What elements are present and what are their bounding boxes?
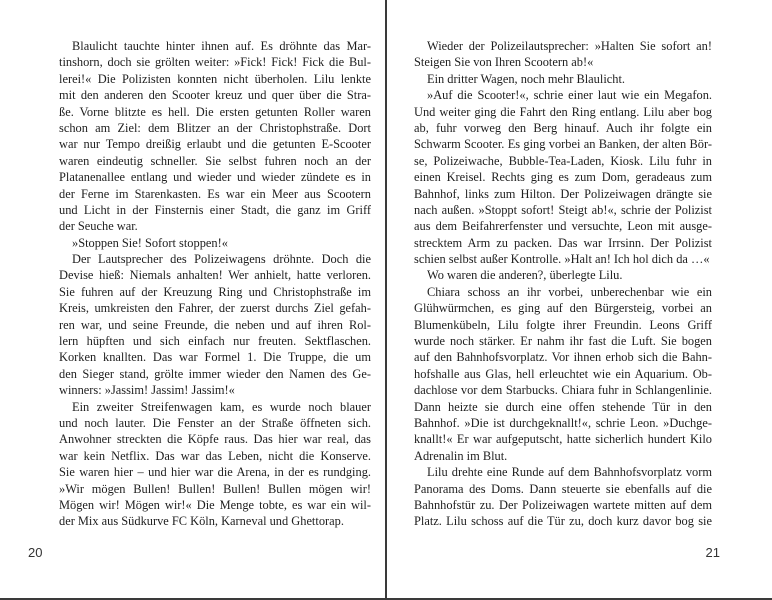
text-line: se, Polizeiwache, Bubble-Tea-Laden, Kiosk. Lilu fuhr in [414, 153, 712, 168]
text-line: Chiara schoss an ihr vorbei, unberechenbar wie ein [427, 284, 712, 299]
text-line: Sie waren hier – und hier war die Arena, in der es rundging. [59, 465, 371, 480]
text-line: tinshorn, doch sie grölten weiter: »Fick! Fick! Fick die Bul- [59, 55, 371, 70]
text-line: der Seuche war. [59, 219, 138, 234]
text-line: auf den Bahnhofsvorplatz. Vor ihnen erhob sich die Bahn- [414, 350, 712, 365]
text-line: Mögen wir! Mögen wir!« Die Menge tobte, es war ein wil- [59, 497, 371, 512]
text-line: Glühwürmchen, es ging auf den Bürgersteig, vorbei an [414, 301, 712, 316]
text-line: lern hüpften und sich einfach nur freuten. Sektflaschen. [59, 334, 371, 349]
text-line: Blaulicht tauchte hinter ihnen auf. Es dröhnte das Mar- [72, 39, 371, 53]
text-line: lerei!« Die Polizisten konnten nicht überholen. Lilu lenkte [59, 71, 371, 86]
right-page [387, 0, 772, 599]
text-line: winners: »Jassim! Jassim! Jassim!« [59, 383, 235, 398]
text-line: Und weiter ging die Fahrt den Ring entlang. Lilu aber bog [414, 104, 712, 119]
text-line: Der Lautsprecher des Polizeiwagens dröhnte. Doch die [72, 252, 371, 267]
text-line: schien selbst außer Kontrolle. »Halt an! Ich hol dich da …« [414, 252, 710, 267]
text-line: und Licht in der Finsternis einer Stadt, die ganz im Griff [59, 202, 371, 217]
text-line: Kreis, umkreisten den Fahrer, der zuerst durchs Ziel gefah- [59, 301, 371, 316]
text-line: »Stoppen Sie! Sofort stoppen!« [72, 235, 228, 250]
text-line: und noch lauter. Die Fenster an der Straße öffneten sich. [59, 415, 371, 430]
text-line: Bahnhof. »Die ist durchgeknallt!«, schrie Leon. »Duchge- [414, 415, 712, 430]
text-line: Schwarm Scooter. Es ging vorbei an Banken, der alten Bör- [414, 137, 712, 152]
right-page-text [414, 38, 712, 530]
text-line: ren war, und seine Freunde, die neben und auf ihren Rol- [59, 317, 371, 332]
text-line: Panorama des Doms. Dann steuerte sie ebenfalls auf die [414, 481, 712, 496]
page-number: 21 [705, 545, 720, 560]
page-number: 20 [28, 545, 43, 560]
text-line: Bahnhof, links zum Hilton. Der Polizeiwagen drängte sie [414, 186, 712, 201]
text-line: Platz. Lilu schoss auf die Tür zu, doch kurz davor bog sie [414, 514, 712, 529]
text-line: den Sieger stand, grölte immer wieder den Namen des Ge- [59, 366, 371, 381]
text-line: Korken knallten. Das war Formel 1. Die Truppe, die um [59, 350, 371, 365]
text-line: ße. Vorne blitzte es hell. Die ersten getunten Roller waren [59, 104, 371, 119]
text-line: Blumenkübeln, Lilu folgte ihrer Freundin. Leons Griff [414, 317, 712, 332]
text-line: waren eindeutig schneller. Sie selbst fuhren noch an der [59, 153, 371, 168]
text-line: einen Kreisel. Rechts ging es zum Dom, geradeaus zum [414, 170, 712, 185]
text-line: wurde noch stärker. Er nahm ihr fast die Luft. Sie bogen [414, 334, 712, 349]
text-line: mit den anderen den Scooter kreuz und quer über die Stra- [59, 88, 371, 103]
text-line: »Wir mögen Bullen! Bullen! Bullen! Bullen mögen wir! [59, 481, 371, 496]
text-line: war nur Tempo dreißig erlaubt und die getunten E-Scooter [59, 137, 371, 152]
text-line: Lilu drehte eine Runde auf dem Bahnhofsvorplatz vorm [427, 465, 712, 480]
text-line: der Ferne im Starenkasten. Es war ein Meer aus Scootern [59, 186, 371, 201]
text-line: hofshalle aus Glas, hell erleuchtet wie ein Aquarium. Ob- [414, 366, 712, 381]
text-line: Devise hieß: Niemals anhalten! Wer anhielt, hatte verloren. [59, 268, 371, 283]
text-line: Platanenallee entlang und wieder und wieder zündete es in [59, 170, 371, 185]
text-line: »Auf die Scooter!«, schrie einer laut wie ein Megafon. [427, 88, 712, 103]
text-line: Anwohner streckten die Köpfe raus. Das hier war real, das [59, 432, 371, 447]
text-line: Dann heizte sie durch eine offen stehende Tür in den [414, 399, 712, 414]
text-line: Sie fuhren auf der Kreuzung Ring und Christophstraße im [59, 284, 371, 299]
text-line: strecktem Arm zu packen. Das war Irrsinn. Der Polizist [414, 235, 712, 250]
text-line: war kein Netflix. Das war das Leben, nicht die Konserve. [59, 448, 371, 463]
text-line: aus dem Beifahrerfenster und versuchte, Leon mit ausge- [414, 219, 712, 234]
left-page-text [59, 38, 371, 530]
text-line: Adrenalin im Blut. [414, 448, 508, 463]
text-line: Ein dritter Wagen, noch mehr Blaulicht. [427, 71, 626, 86]
book-gutter-divider [385, 0, 387, 600]
text-line: knallt!« Er war aufgeputscht, hatte sicherlich hundert Kilo [414, 432, 712, 447]
text-line: dachlose vor dem Starbucks. Chiara fuhr in Schlangenlinie. [414, 383, 712, 398]
text-line: Wo waren die anderen?, überlegte Lilu. [427, 268, 623, 283]
text-line: der Mix aus Südkurve FC Köln, Karneval und Ghettorap. [59, 514, 344, 529]
text-line: Ein zweiter Streifenwagen kam, es wurde noch blauer [72, 399, 371, 414]
text-line: nach außen. »Stoppt sofort! Steigt ab!«, schrie der Polizist [414, 202, 712, 217]
text-line: Bahnhofstür zu. Der Polizeiwagen wartete mitten auf dem [414, 497, 712, 512]
text-line: schon am Ziel: dem Blitzer an der Christophstraße. Dort [59, 120, 371, 135]
text-line: ab, fuhr vorweg den Berg hinauf. Auch ihr folgte ein [414, 120, 712, 135]
text-line: Wieder der Polizeilautsprecher: »Halten Sie sofort an! [427, 39, 712, 53]
left-page [0, 0, 386, 599]
text-line: Steigen Sie von Ihren Scootern ab!« [414, 55, 594, 70]
